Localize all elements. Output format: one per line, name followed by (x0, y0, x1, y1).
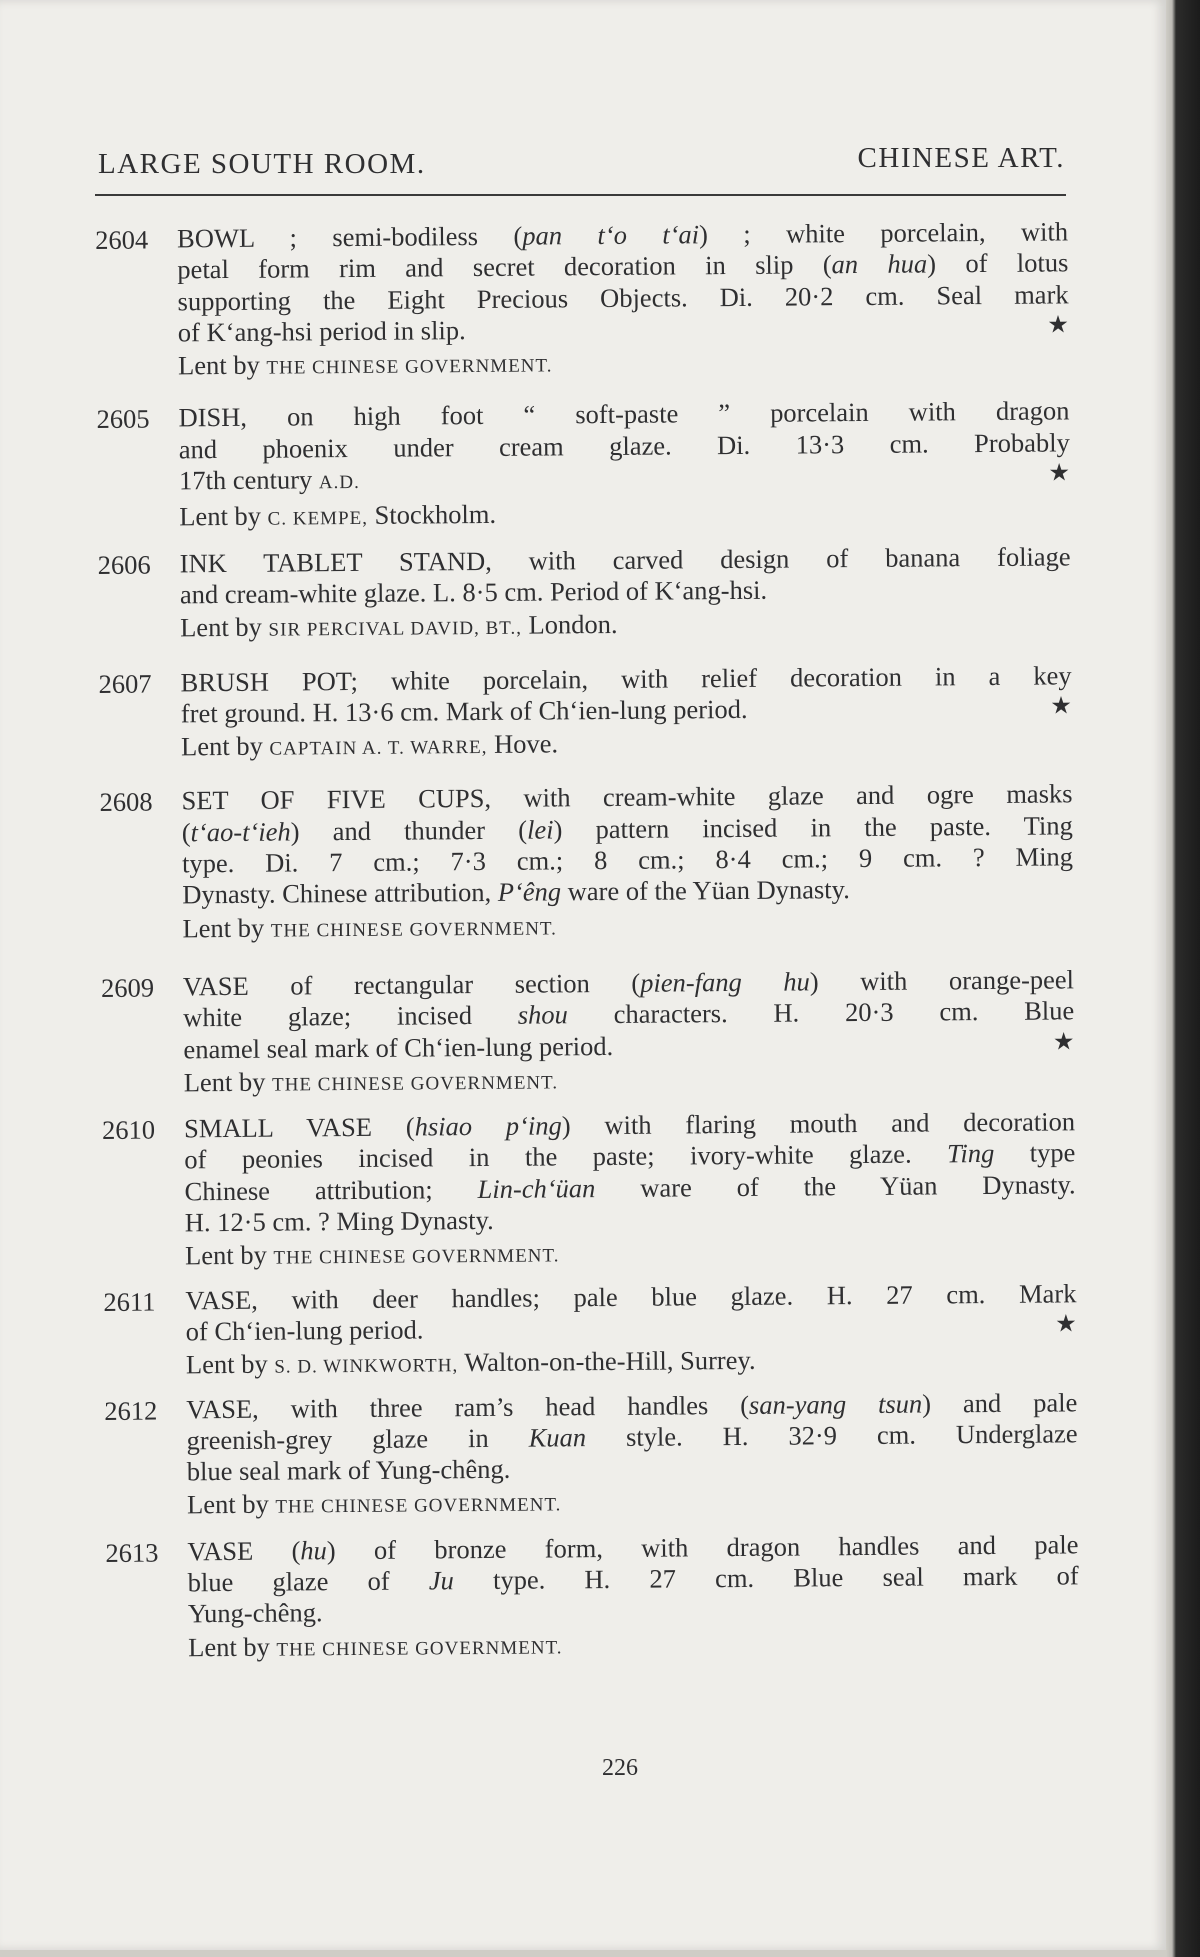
text-segment: type. Di. 7 cm.; 7·3 cm.; 8 cm.; 8·4 cm.; 9 cm. ? Ming (181, 841, 1074, 879)
italic-term: an hua (831, 248, 928, 280)
lender-name: S. D. WINKWORTH, (274, 1355, 459, 1378)
lender-name: SIR PERCIVAL DAVID, BT., (268, 617, 523, 641)
italic-term: Lin-ch‘üan (477, 1172, 596, 1204)
text-segment: DISH, on high foot “ soft-paste ” porcelain with dragon (178, 395, 1070, 433)
text-segment: BOWL ; semi-bodiless ( (176, 220, 523, 254)
star-icon: ★ (1048, 460, 1071, 487)
description-line (183, 1027, 1074, 1065)
text-segment: ware of the Yüan Dynasty. (560, 874, 850, 907)
text-segment: characters. H. 20·3 cm. Blue (567, 995, 1075, 1030)
text-segment: VASE of rectangular section ( (182, 967, 641, 1002)
text-segment: ) with flaring mouth and decoration (561, 1106, 1076, 1141)
star-icon: ★ (1052, 1028, 1075, 1056)
text-segment: ) with orange-peel (809, 964, 1075, 997)
lender-name: THE CHINESE GOVERNMENT. (271, 1072, 559, 1096)
text-segment: and cream-white glaze. L. 8·5 cm. Period of K‘ang-hsi. (179, 574, 768, 610)
catalogue-entry (95, 216, 1081, 385)
text-segment: of peonies incised in the paste; ivory-white glaze. (184, 1138, 948, 1175)
star-icon: ★ (1047, 312, 1069, 339)
italic-term: P‘êng (497, 876, 562, 908)
text-segment: greenish-grey glaze in (186, 1422, 529, 1456)
text-segment: and phoenix under cream glaze. Di. 13·3 cm. Probably (178, 427, 1070, 465)
italic-term: lei (526, 814, 554, 845)
text-segment: of Ch‘ien-lung period. (185, 1314, 424, 1347)
entry-number: 2604 (95, 224, 149, 255)
entry-number: 2611 (103, 1286, 156, 1317)
italic-term: Ting (946, 1138, 995, 1169)
page-bottom-edge (0, 1950, 1166, 1957)
entry-description (187, 1529, 1079, 1666)
page-number: 226 (602, 1755, 638, 1781)
entry-description (180, 541, 1072, 647)
catalogue-entry (103, 1278, 1089, 1385)
lender-name: THE CHINESE GOVERNMENT. (270, 918, 557, 942)
text-segment: of K‘ang-hsi period in slip. (177, 314, 466, 348)
text-segment: BRUSH POT; white porcelain, with relief decoration in a key (180, 659, 1072, 697)
catalogue-entry (98, 541, 1084, 648)
text-segment: ) pattern incised in the paste. Ting (553, 810, 1073, 845)
description-line (179, 458, 1070, 499)
entry-number: 2610 (101, 1114, 156, 1146)
catalogue-entry (104, 1387, 1090, 1525)
text-segment: supporting the Eight Precious Objects. Di. 20·2 cm. Seal mark (177, 278, 1069, 316)
lent-by-label: Lent by (182, 912, 271, 943)
text-segment: VASE ( (187, 1535, 301, 1567)
description-line (178, 310, 1069, 348)
entry-number: 2607 (98, 668, 152, 699)
lender-line (184, 1060, 1075, 1101)
text-segment: SMALL VASE ( (183, 1111, 415, 1144)
lent-by-label: Lent by (180, 611, 269, 643)
lender-name: THE CHINESE GOVERNMENT. (275, 1494, 562, 1519)
text-segment: enamel seal mark of Ch‘ien-lung period. (183, 1030, 614, 1064)
lender-line (182, 906, 1073, 947)
description-line (181, 691, 1072, 729)
italic-term: san-yang tsun (748, 1388, 923, 1420)
lent-by-label: Lent by (179, 501, 268, 532)
lender-location: London. (521, 609, 618, 640)
text-segment: ) of lotus (927, 247, 1069, 279)
lent-by-label: Lent by (186, 1489, 276, 1520)
entry-description (183, 964, 1075, 1101)
lender-line (185, 1234, 1076, 1275)
description-line (180, 572, 1071, 610)
running-head-left: LARGE SOUTH ROOM. (98, 148, 426, 180)
text-segment: H. 12·5 cm. ? Ming Dynasty. (184, 1204, 494, 1238)
lender-line (180, 606, 1071, 647)
italic-term: shou (517, 999, 568, 1030)
star-icon: ★ (1050, 693, 1072, 720)
catalogue-entry (102, 1106, 1088, 1275)
lent-by-label: Lent by (183, 1066, 273, 1098)
lender-location: Walton-on-the-Hill, Surrey. (458, 1345, 756, 1378)
page-edge (1166, 0, 1200, 1957)
description-line (187, 1449, 1078, 1487)
lender-location: Stockholm. (367, 499, 497, 531)
entry-description (184, 1106, 1076, 1274)
lent-by-label: Lent by (184, 1239, 274, 1271)
text-segment: type. H. 27 cm. Blue seal mark of (453, 1560, 1079, 1596)
entry-description (177, 216, 1069, 384)
text-segment: Dynasty. Chinese attribution, (182, 877, 498, 910)
lender-line (188, 1625, 1079, 1666)
running-head (95, 142, 1065, 186)
italic-term: Kuan (528, 1421, 587, 1453)
running-head-right: CHINESE ART. (857, 142, 1065, 174)
text-segment: VASE, with deer handles; pale blue glaze. H. 27 cm. Mark (185, 1277, 1077, 1315)
lent-by-label: Lent by (185, 1348, 275, 1380)
entry-description (178, 396, 1070, 536)
catalogue-entries (95, 216, 1091, 1667)
text-segment: ware of the Yüan Dynasty. (595, 1169, 1076, 1203)
lender-line (179, 495, 1070, 536)
text-segment: ) and thunder ( (290, 814, 528, 847)
entry-number: 2613 (105, 1537, 159, 1568)
entry-description (185, 1278, 1077, 1384)
catalogue-entry (99, 779, 1085, 948)
era-label: A.D. (318, 472, 360, 494)
description-line (186, 1309, 1077, 1347)
description-line (185, 1200, 1076, 1238)
lender-line (178, 344, 1069, 385)
star-icon: ★ (1055, 1311, 1077, 1338)
catalogue-entry (101, 964, 1087, 1102)
entry-description (181, 779, 1073, 947)
text-segment: white glaze; incised (183, 999, 518, 1033)
entry-number: 2608 (99, 787, 153, 818)
italic-term: hsiao p‘ing (414, 1110, 562, 1142)
header-rule (95, 194, 1066, 196)
lender-name: THE CHINESE GOVERNMENT. (266, 355, 553, 379)
entry-number: 2609 (100, 972, 155, 1003)
text-segment: petal form rim and secret decoration in slip ( (177, 249, 832, 285)
entry-number: 2606 (97, 549, 151, 580)
text-segment: ) ; white porcelain, with (698, 216, 1069, 250)
lender-line (186, 1343, 1077, 1384)
text-segment: INK TABLET STAND, with carved design of banana foliage (179, 541, 1071, 579)
lender-name: THE CHINESE GOVERNMENT. (273, 1245, 560, 1269)
lent-by-label: Lent by (188, 1631, 277, 1662)
entry-description (180, 660, 1072, 766)
text-segment: Yung-chêng. (187, 1597, 323, 1629)
text-segment: ) of bronze form, with dragon handles and pale (326, 1529, 1079, 1565)
text-segment: blue seal mark of Yung-chêng. (186, 1453, 511, 1487)
lender-name: CAPTAIN A. T. WARRE, (269, 737, 488, 760)
text-segment: 17th century (178, 464, 319, 496)
italic-term: hu (300, 1534, 327, 1566)
text-segment: fret ground. H. 13·6 cm. Mark of Ch‘ien-lung period. (180, 693, 748, 729)
catalogue-entry (105, 1529, 1091, 1667)
text-segment: Chinese attribution; (184, 1173, 478, 1207)
lent-by-label: Lent by (180, 730, 270, 762)
italic-term: pien-fang hu (640, 966, 810, 998)
text-segment: SET OF FIVE CUPS, with cream-white glaze and ogre masks (181, 778, 1073, 816)
text-segment: blue glaze of (187, 1565, 429, 1598)
italic-term: pan t‘o t‘ai (522, 219, 700, 251)
lender-line (181, 724, 1072, 765)
text-segment: style. H. 32·9 cm. Underglaze (585, 1418, 1078, 1452)
lender-name: THE CHINESE GOVERNMENT. (276, 1636, 563, 1661)
text-segment: ) and pale (922, 1386, 1078, 1419)
italic-term: t‘ao-t‘ieh (190, 816, 291, 848)
text-segment: type (994, 1137, 1076, 1169)
catalogue-entry (98, 660, 1084, 767)
entry-number: 2605 (96, 404, 150, 435)
description-line (182, 873, 1073, 911)
entry-number: 2612 (104, 1395, 158, 1426)
lender-location: Hove. (487, 728, 559, 760)
catalogue-entry (96, 396, 1082, 537)
lender-line (187, 1483, 1078, 1524)
lent-by-label: Lent by (177, 349, 267, 381)
entry-description (186, 1387, 1078, 1524)
text-segment: VASE, with three ram’s head handles ( (186, 1389, 750, 1424)
lender-name: C. KEMPE, (267, 508, 369, 531)
italic-term: Ju (428, 1565, 454, 1596)
description-line (188, 1592, 1079, 1630)
text-segment: ( (181, 817, 191, 848)
